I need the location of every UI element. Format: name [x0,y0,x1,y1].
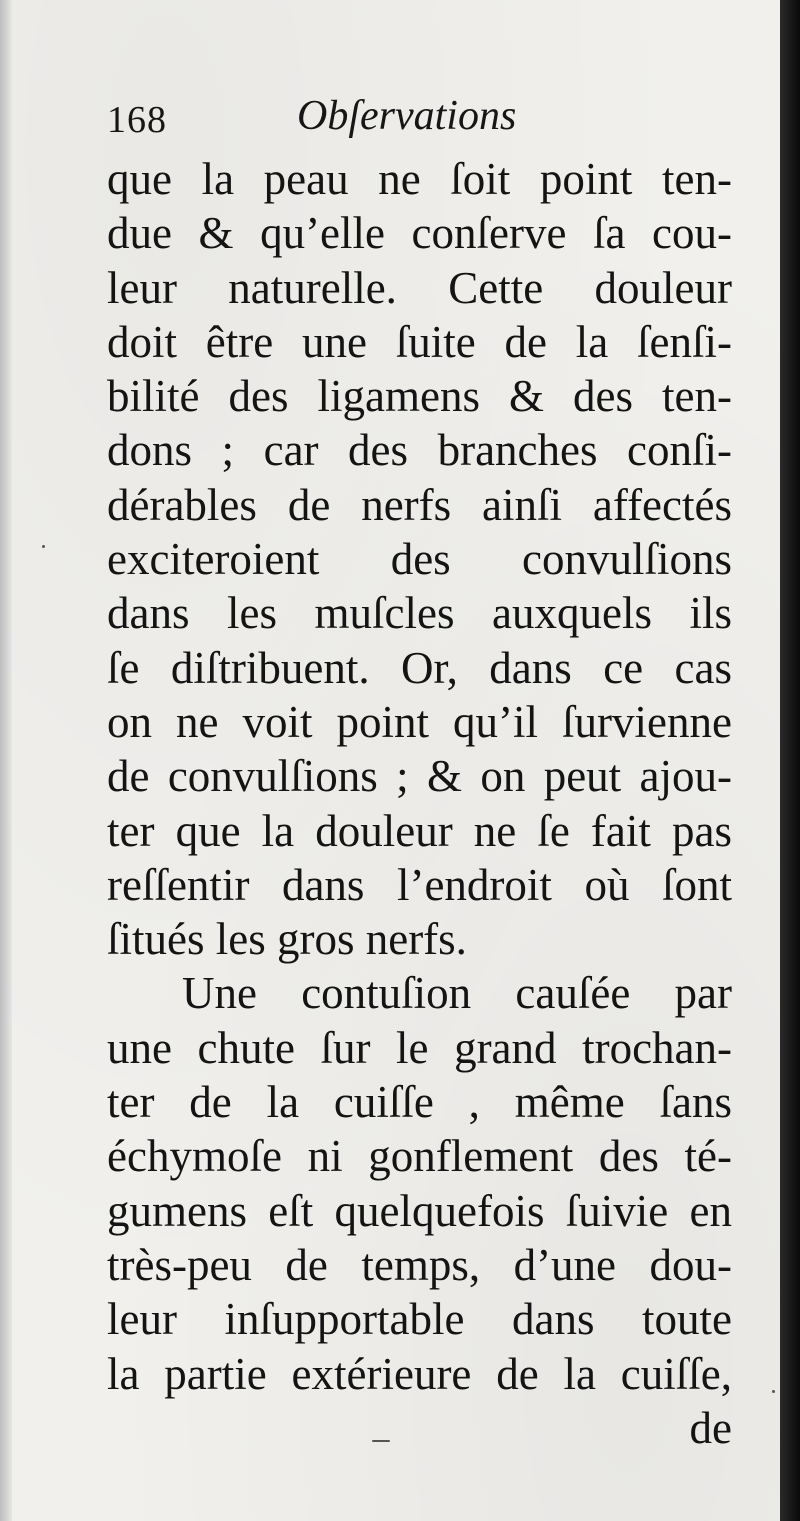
text-line: reſſentir dans l’endroit où ſont [107,859,732,910]
page-gutter-shadow [0,0,12,1521]
text-line: ſe diſtribuent. Or, dans ce cas [107,642,732,693]
text-line: que la peau ne ſoit point ten- [107,154,732,204]
paper-speck [42,545,45,548]
text-line: une chute ſur le grand trochan- [107,1022,732,1073]
text-line: gumens eſt quelquefois ſuivie en [107,1185,732,1236]
text-line: échymoſe ni gonflement des té- [107,1131,732,1182]
text-line: dérables de nerfs ainſi affectés [107,479,732,530]
text-line: dons ; car des branches conſi- [107,425,732,476]
paper-speck [772,1390,775,1393]
text-line: de convulſions ; & on peut ajou- [107,751,732,802]
page-edge-shadow [780,0,800,1521]
text-line: dans les muſcles auxquels ils [107,588,732,639]
text-line: ſitués les gros nerfs. [107,914,467,965]
text-line: la partie extérieure de la cuiſſe, [107,1348,732,1399]
text-line: ter de la cuiſſe , même ſans [107,1077,732,1128]
text-line: leur naturelle. Cette douleur [107,262,732,313]
paper-speck [372,1440,390,1442]
running-title: Obſervations [297,93,517,139]
text-line: ter que la douleur ne ſe fait pas [107,805,732,856]
page-number: 168 [107,99,167,141]
text-line: exciteroient des convulſions [107,534,732,585]
body-text [107,152,732,1455]
text-line: due & qu’elle conſerve ſa cou- [107,208,732,259]
paragraph-start-line: Une contuſion cauſée par [182,968,732,1019]
book-page [12,0,782,1521]
text-line: très-peu de temps, d’une dou- [107,1239,732,1290]
text-line: doit être une ſuite de la ſenſi- [107,316,732,367]
text-line: leur inſupportable dans toute [107,1294,732,1345]
catchword: de [689,1402,732,1453]
page-header [107,92,727,152]
text-line: bilité des ligamens & des ten- [107,371,732,422]
text-line: on ne voit point qu’il ſurvienne [107,696,732,747]
